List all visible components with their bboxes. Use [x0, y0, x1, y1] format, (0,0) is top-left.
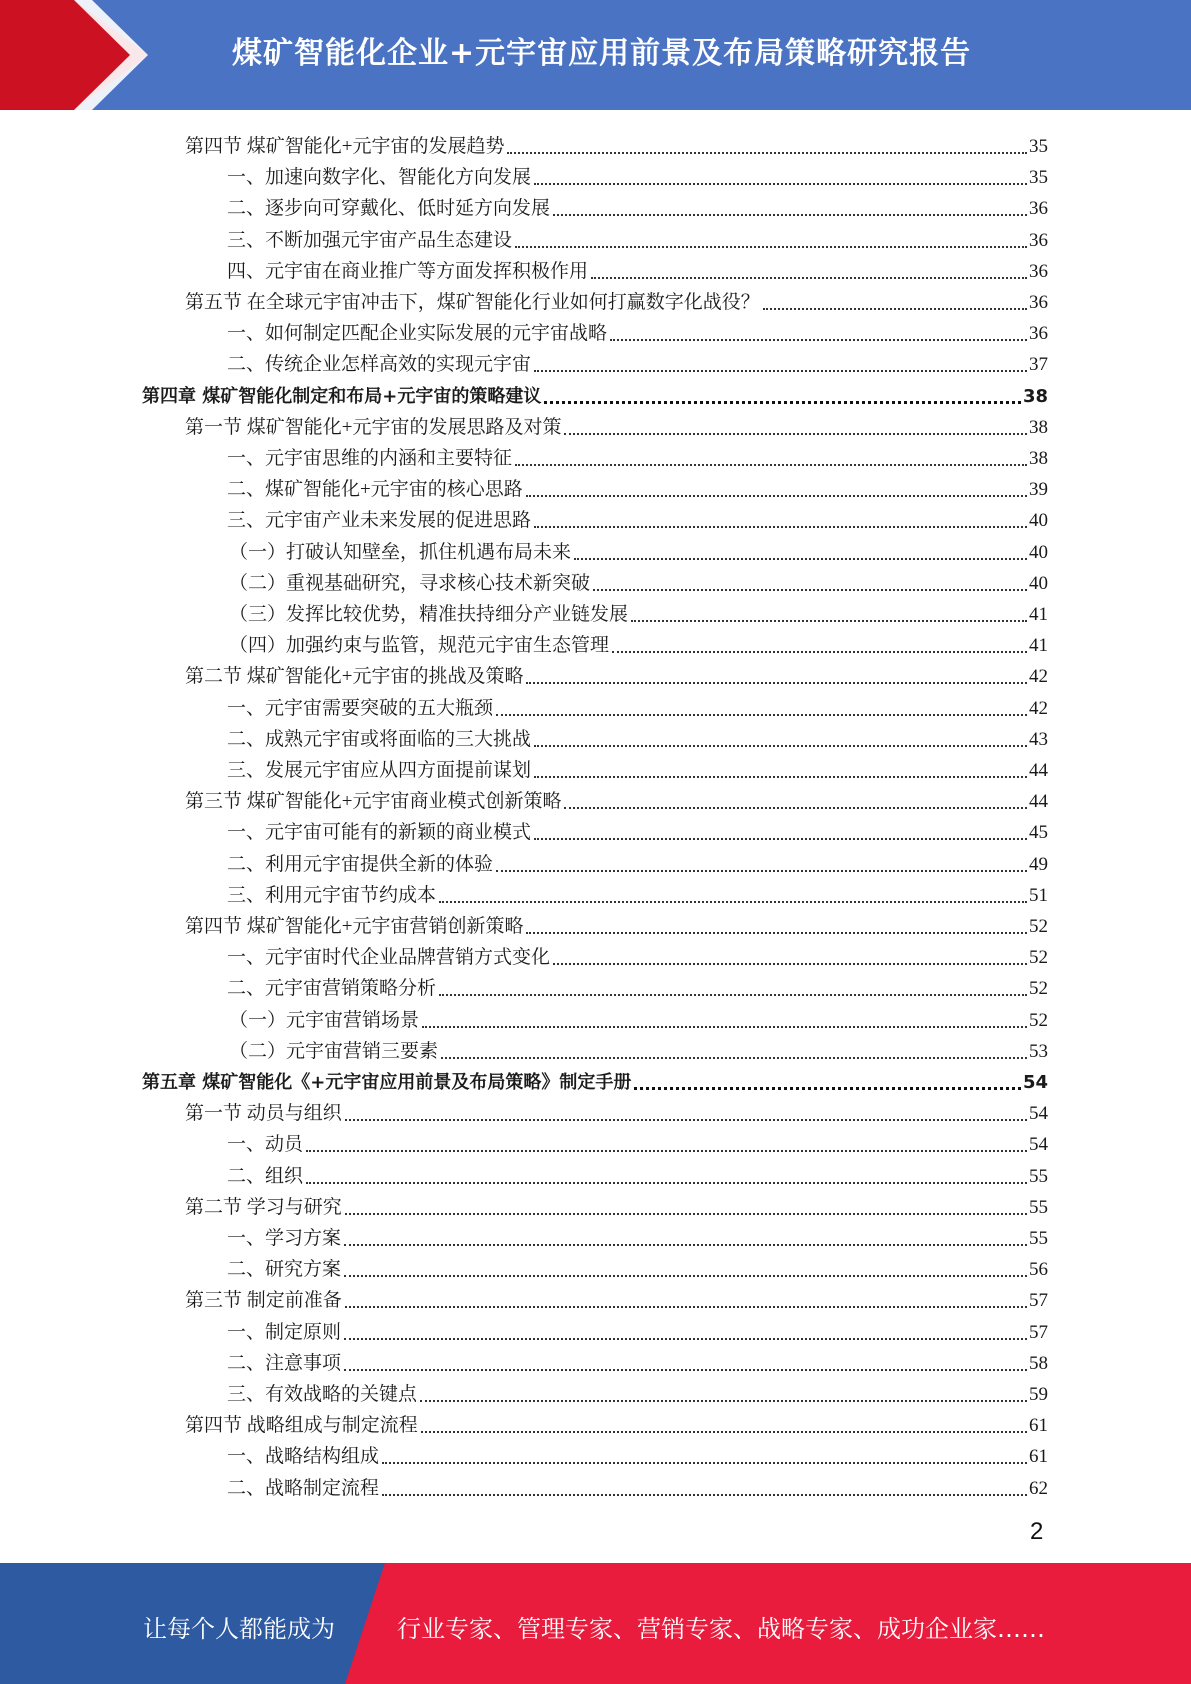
- toc-entry[interactable]: [185, 128, 1048, 159]
- toc-entry[interactable]: [229, 596, 1048, 627]
- toc-entry-page: 40: [1029, 572, 1048, 594]
- toc-leader-dots: [610, 339, 1027, 341]
- toc-leader-dots: [439, 994, 1027, 996]
- toc-entry[interactable]: [227, 1314, 1048, 1345]
- toc-leader-dots: [344, 1338, 1027, 1340]
- toc-entry-label: （三）发挥比较优势，精准扶持细分产业链发展: [229, 604, 629, 625]
- toc-entry-label: 四、元宇宙在商业推广等方面发挥积极作用: [227, 260, 589, 282]
- toc-entry-label: 第三节 煤矿智能化+元宇宙商业模式创新策略: [185, 791, 562, 813]
- toc-entry-label: 第四节 战略组成与制定流程: [185, 1415, 418, 1437]
- toc-entry-page: 36: [1029, 292, 1048, 313]
- toc-entry-label: （四）加强约束与监管，规范元宇宙生态管理: [229, 635, 610, 657]
- toc-entry-page: 38: [1029, 448, 1048, 469]
- toc-entry-page: 52: [1029, 978, 1048, 1000]
- toc-entry[interactable]: [227, 752, 1048, 783]
- toc-entry[interactable]: [227, 159, 1048, 190]
- toc-entry[interactable]: [185, 908, 1048, 939]
- toc-leader-dots: [382, 1494, 1027, 1496]
- toc-entry-page: 40: [1029, 541, 1048, 563]
- toc-leader-dots: [344, 1369, 1027, 1371]
- toc-leader-dots: [421, 1431, 1027, 1433]
- toc-leader-dots: [564, 433, 1027, 435]
- toc-entry[interactable]: [227, 471, 1048, 502]
- toc-entry-page: 55: [1029, 1165, 1048, 1187]
- toc-entry-label: 第二节 学习与研究: [185, 1196, 342, 1218]
- toc-leader-dots: [344, 1275, 1027, 1277]
- toc-entry-label: 一、如何制定匹配企业实际发展的元宇宙战略: [227, 323, 608, 345]
- toc-entry-page: 54: [1029, 1134, 1048, 1156]
- toc-entry[interactable]: [227, 190, 1048, 221]
- toc-entry-label: （二）重视基础研究，寻求核心技术新突破: [229, 572, 591, 594]
- toc-entry-page: 58: [1029, 1352, 1048, 1374]
- toc-entry[interactable]: [227, 939, 1048, 970]
- toc-entry-page: 44: [1029, 791, 1048, 813]
- toc-leader-dots: [534, 370, 1027, 372]
- toc-leader-dots: [526, 932, 1027, 934]
- toc-entry-label: 一、战略结构组成: [227, 1446, 380, 1468]
- page-footer: [0, 1563, 1191, 1684]
- toc-entry-label: 二、研究方案: [227, 1259, 342, 1281]
- toc-leader-dots: [515, 464, 1027, 466]
- toc-entry-label: （一）元宇宙营销场景: [229, 1009, 420, 1031]
- page-header: [0, 0, 1191, 110]
- toc-entry-page: 41: [1029, 604, 1048, 625]
- toc-leader-dots: [553, 963, 1027, 965]
- footer-expert-list: 行业专家、管理专家、营销专家、战略专家、成功企业家……: [397, 1615, 1045, 1643]
- toc-entry-page: 38: [1029, 416, 1048, 438]
- toc-entry-label: 二、注意事项: [227, 1352, 342, 1374]
- toc-leader-dots: [526, 682, 1027, 684]
- toc-entry[interactable]: [227, 877, 1048, 908]
- toc-leader-dots: [439, 901, 1027, 903]
- toc-entry-label: 第三节 制定前准备: [185, 1290, 342, 1312]
- toc-entry[interactable]: [185, 284, 1048, 315]
- toc-entry-page: 49: [1029, 853, 1048, 875]
- toc-entry-page: 55: [1029, 1196, 1048, 1218]
- toc-entry-page: 55: [1029, 1228, 1048, 1249]
- toc-entry-page: 42: [1029, 697, 1048, 719]
- toc-entry-label: 第四节 煤矿智能化+元宇宙的发展趋势: [185, 136, 505, 157]
- toc-entry-label: 二、战略制定流程: [227, 1477, 380, 1499]
- toc-entry[interactable]: [227, 315, 1048, 346]
- toc-entry-label: 一、元宇宙思维的内涵和主要特征: [227, 448, 513, 469]
- toc-entry-page: 54: [1022, 1072, 1048, 1093]
- toc-leader-dots: [507, 152, 1027, 154]
- toc-entry-page: 61: [1029, 1415, 1048, 1437]
- toc-leader-dots: [344, 1244, 1027, 1246]
- toc-entry-label: 一、元宇宙需要突破的五大瓶颈: [227, 697, 494, 719]
- toc-leader-dots: [553, 214, 1027, 216]
- toc-entry-label: 三、利用元宇宙节约成本: [227, 884, 437, 906]
- report-title: 煤矿智能化企业+元宇宙应用前景及布局策略研究报告: [232, 36, 972, 71]
- toc-leader-dots: [306, 1150, 1027, 1152]
- toc-leader-dots: [496, 870, 1027, 872]
- toc-entry-page: 35: [1029, 167, 1048, 189]
- toc-entry[interactable]: [229, 1002, 1048, 1033]
- toc-entry-page: 37: [1029, 354, 1048, 376]
- toc-entry-page: 57: [1029, 1321, 1048, 1343]
- toc-entry-label: 一、加速向数字化、智能化方向发展: [227, 167, 532, 189]
- toc-entry[interactable]: [227, 1470, 1048, 1501]
- toc-entry-page: 45: [1029, 822, 1048, 844]
- toc-entry[interactable]: [185, 783, 1048, 814]
- toc-leader-dots: [631, 620, 1027, 622]
- toc-leader-dots: [441, 1057, 1027, 1059]
- toc-entry-page: 62: [1029, 1477, 1048, 1499]
- toc-leader-dots: [564, 807, 1027, 809]
- toc-entry[interactable]: [185, 1095, 1048, 1126]
- toc-leader-dots: [534, 838, 1027, 840]
- toc-entry-label: 二、传统企业怎样高效的实现元宇宙: [227, 354, 532, 376]
- toc-entry-page: 54: [1029, 1103, 1048, 1125]
- toc-entry-label: 第一节 煤矿智能化+元宇宙的发展思路及对策: [185, 416, 562, 438]
- toc-entry-page: 43: [1029, 728, 1048, 750]
- toc-entry[interactable]: [227, 502, 1048, 533]
- toc-entry-page: 56: [1029, 1259, 1048, 1281]
- toc-entry[interactable]: [227, 846, 1048, 877]
- toc-leader-dots: [612, 651, 1027, 653]
- toc-entry-label: 一、制定原则: [227, 1321, 342, 1343]
- toc-entry[interactable]: [227, 814, 1048, 845]
- toc-entry[interactable]: [227, 222, 1048, 253]
- toc-entry-page: 35: [1029, 136, 1048, 157]
- toc-leader-dots: [306, 1182, 1027, 1184]
- toc-entry-page: 52: [1029, 947, 1048, 969]
- toc-leader-dots: [591, 277, 1027, 279]
- toc-leader-dots: [534, 745, 1027, 747]
- toc-entry-page: 40: [1029, 510, 1048, 532]
- toc-entry-label: 三、发展元宇宙应从四方面提前谋划: [227, 760, 532, 781]
- toc-entry-page: 44: [1029, 760, 1048, 781]
- toc-entry-label: 三、不断加强元宇宙产品生态建设: [227, 229, 513, 251]
- toc-entry-label: （一）打破认知壁垒，抓住机遇布局未来: [229, 541, 572, 563]
- toc-entry-page: 52: [1029, 916, 1048, 937]
- toc-entry-label: 二、成熟元宇宙或将面临的三大挑战: [227, 728, 532, 750]
- toc-entry-label: 一、动员: [227, 1134, 304, 1156]
- toc-leader-dots: [534, 776, 1027, 778]
- toc-entry[interactable]: [185, 658, 1048, 689]
- toc-entry-label: 二、利用元宇宙提供全新的体验: [227, 853, 494, 875]
- toc-leader-dots: [593, 589, 1027, 591]
- toc-leader-dots: [526, 495, 1027, 497]
- footer-slogan: 让每个人都能成为: [143, 1615, 335, 1643]
- toc-entry[interactable]: [142, 1064, 1048, 1095]
- toc-entry-label: 第四章 煤矿智能化制定和布局+元宇宙的策略建议: [142, 385, 542, 407]
- toc-entry-page: 41: [1029, 635, 1048, 657]
- toc-entry-page: 36: [1029, 323, 1048, 345]
- toc-entry[interactable]: [227, 1220, 1048, 1251]
- toc-entry-label: 二、逐步向可穿戴化、低时延方向发展: [227, 198, 551, 220]
- toc-entry[interactable]: [227, 1438, 1048, 1469]
- toc-leader-dots: [496, 714, 1027, 716]
- toc-entry-page: 52: [1029, 1009, 1048, 1031]
- toc-leader-dots: [574, 558, 1027, 560]
- toc-entry-page: 36: [1029, 198, 1048, 220]
- toc-leader-dots: [382, 1462, 1027, 1464]
- toc-entry-label: 二、组织: [227, 1165, 304, 1187]
- toc-leader-dots: [763, 308, 1027, 310]
- toc-entry-page: 42: [1029, 666, 1048, 688]
- toc-entry-label: 第五章 煤矿智能化《+元宇宙应用前景及布局策略》制定手册: [142, 1072, 632, 1093]
- toc-entry[interactable]: [227, 721, 1048, 752]
- toc-entry-label: 一、元宇宙时代企业品牌营销方式变化: [227, 947, 551, 969]
- toc-entry-label: 一、学习方案: [227, 1228, 342, 1249]
- toc-entry[interactable]: [227, 1158, 1048, 1189]
- toc-entry-label: 第四节 煤矿智能化+元宇宙营销创新策略: [185, 916, 524, 937]
- toc-entry-page: 38: [1022, 385, 1048, 407]
- toc-entry-page: 61: [1029, 1446, 1048, 1468]
- toc-entry[interactable]: [227, 346, 1048, 377]
- toc-entry-page: 53: [1029, 1040, 1048, 1062]
- toc-entry-page: 39: [1029, 479, 1048, 501]
- toc-entry-label: 第一节 动员与组织: [185, 1103, 342, 1125]
- toc-leader-dots: [534, 183, 1027, 185]
- toc-entry[interactable]: [185, 1189, 1048, 1220]
- toc-entry-label: 第五节 在全球元宇宙冲击下，煤矿智能化行业如何打赢数字化战役？: [185, 292, 760, 313]
- toc-leader-dots: [420, 1400, 1027, 1402]
- toc-entry[interactable]: [227, 1126, 1048, 1157]
- toc-entry-page: 51: [1029, 884, 1048, 906]
- toc-entry[interactable]: [229, 534, 1048, 565]
- toc-entry[interactable]: [227, 970, 1048, 1001]
- toc-entry[interactable]: [142, 378, 1048, 409]
- toc-entry-label: 第二节 煤矿智能化+元宇宙的挑战及策略: [185, 666, 524, 688]
- toc-entry[interactable]: [227, 1251, 1048, 1282]
- toc-entry-page: 36: [1029, 229, 1048, 251]
- toc-entry-label: 二、煤矿智能化+元宇宙的核心思路: [227, 479, 523, 501]
- toc-entry[interactable]: [229, 565, 1048, 596]
- toc-entry-page: 36: [1029, 260, 1048, 282]
- toc-leader-dots: [345, 1213, 1027, 1215]
- toc-entry[interactable]: [185, 409, 1048, 440]
- toc-entry[interactable]: [227, 440, 1048, 471]
- toc-leader-dots: [634, 1087, 1021, 1090]
- toc-entry-label: （二）元宇宙营销三要素: [229, 1040, 439, 1062]
- toc-entry[interactable]: [229, 1033, 1048, 1064]
- toc-entry[interactable]: [185, 1407, 1048, 1438]
- toc-entry[interactable]: [227, 690, 1048, 721]
- toc-entry[interactable]: [227, 1376, 1048, 1407]
- toc-leader-dots: [544, 401, 1021, 404]
- toc-leader-dots: [515, 246, 1027, 248]
- toc-entry[interactable]: [227, 253, 1048, 284]
- toc-leader-dots: [345, 1119, 1027, 1121]
- toc-entry-page: 57: [1029, 1290, 1048, 1312]
- toc-entry[interactable]: [185, 1282, 1048, 1313]
- toc-entry-label: 三、元宇宙产业未来发展的促进思路: [227, 510, 532, 532]
- toc-leader-dots: [422, 1026, 1027, 1028]
- toc-entry-label: 三、有效战略的关键点: [227, 1384, 418, 1405]
- toc-entry-label: 二、元宇宙营销策略分析: [227, 978, 437, 1000]
- toc-leader-dots: [345, 1306, 1027, 1308]
- toc-leader-dots: [534, 526, 1027, 528]
- toc-entry-page: 59: [1029, 1384, 1048, 1405]
- toc-entry-label: 一、元宇宙可能有的新颖的商业模式: [227, 822, 532, 844]
- page-number: 2: [1030, 1518, 1044, 1545]
- toc-entry[interactable]: [227, 1345, 1048, 1376]
- toc-entry[interactable]: [229, 627, 1048, 658]
